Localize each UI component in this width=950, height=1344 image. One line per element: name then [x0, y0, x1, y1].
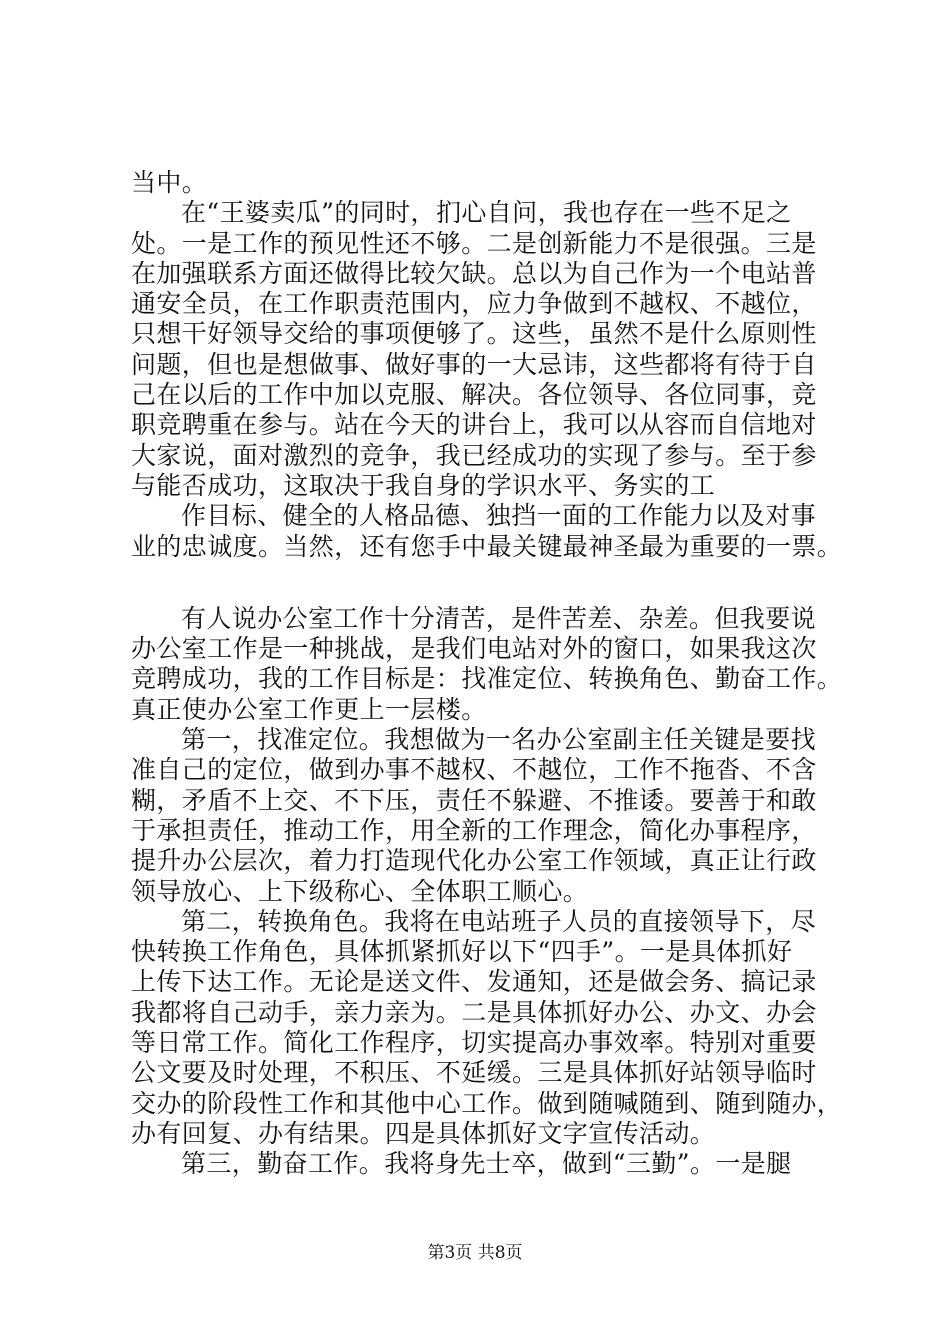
page-footer: [0, 1243, 950, 1263]
text-line: 领导放心、上下级称心、全体职工顺心。: [131, 876, 589, 906]
text-line: 交办的阶段性工作和其他中心工作。做到随喊随到、随到随办，: [131, 1088, 843, 1118]
text-line: 第三，勤奋工作。我将身先士卒，做到“三勤”。一是腿: [181, 1149, 792, 1179]
text-line: 与能否成功，这取决于我自身的学识水平、务实的工: [131, 470, 716, 500]
text-line: 办有回复、办有结果。四是具体抓好文字宣传活动。: [131, 1118, 716, 1148]
text-line: 第二，转换角色。我将在电站班子人员的直接领导下，尽: [181, 906, 817, 936]
text-line: 在“王婆卖瓜”的同时，扪心自问，我也存在一些不足之: [181, 198, 792, 228]
text-line: 处。一是工作的预见性还不够。二是创新能力不是很强。三是: [131, 228, 817, 258]
text-line: 竞聘成功，我的工作目标是：找准定位、转换角色、勤奋工作。: [131, 664, 843, 694]
text-line: 公文要及时处理，不积压、不延缓。三是具体抓好站领导临时: [131, 1058, 817, 1088]
text-line: 问题，但也是想做事、做好事的一大忌讳，这些都将有待于自: [131, 349, 817, 379]
document-body: [131, 168, 851, 1180]
text-line: 我都将自己动手，亲力亲为。二是具体抓好办公、办文、办会: [131, 997, 817, 1027]
text-line: 上传下达工作。无论是送文件、发通知，还是做会务、搞记录: [131, 967, 817, 997]
text-line: 职竞聘重在参与。站在今天的讲台上，我可以从容而自信地对: [131, 410, 817, 440]
text-line: 于承担责任，推动工作，用全新的工作理念，简化办事程序，: [131, 815, 817, 845]
text-line: 有人说办公室工作十分清苦，是件苦差、杂差。但我要说: [181, 603, 817, 633]
text-line: 业的忠诚度。当然，还有您手中最关键最神圣最为重要的一票。: [131, 531, 843, 561]
text-line: 提升办公层次，着力打造现代化办公室工作领域，真正让行政: [131, 846, 817, 876]
paragraph-gap: [131, 562, 851, 604]
text-line: 等日常工作。简化工作程序，切实提高办事效率。特别对重要: [131, 1028, 817, 1058]
text-line: 真正使办公室工作更上一层楼。: [131, 694, 487, 724]
text-line: 当中。: [131, 168, 208, 197]
text-line: 第一，找准定位。我想做为一名办公室副主任关键是要找: [181, 725, 817, 755]
text-line: 只想干好领导交给的事项便够了。这些，虽然不是什么原则性: [131, 319, 817, 349]
text-line: 快转换工作角色，具体抓紧抓好以下“四手”。一是具体抓好: [131, 937, 793, 967]
text-line: 己在以后的工作中加以克服、解决。各位领导、各位同事，竞: [131, 380, 817, 410]
text-line: 办公室工作是一种挑战，是我们电站对外的窗口，如果我这次: [131, 634, 817, 664]
text-line: 作目标、健全的人格品德、独挡一面的工作能力以及对事: [181, 501, 817, 531]
text-line: 准自己的定位，做到办事不越权、不越位，工作不拖沓、不含: [131, 755, 817, 785]
text-line: 大家说，面对激烈的竞争，我已经成功的实现了参与。至于参: [131, 440, 817, 470]
text-line: 通安全员，在工作职责范围内，应力争做到不越权、不越位，: [131, 289, 817, 319]
text-line: 糊，矛盾不上交、不下压，责任不躲避、不推诿。要善于和敢: [131, 785, 817, 815]
page-number-label: 第3页 共8页: [427, 1243, 523, 1263]
text-line: 在加强联系方面还做得比较欠缺。总以为自己作为一个电站普: [131, 258, 817, 288]
